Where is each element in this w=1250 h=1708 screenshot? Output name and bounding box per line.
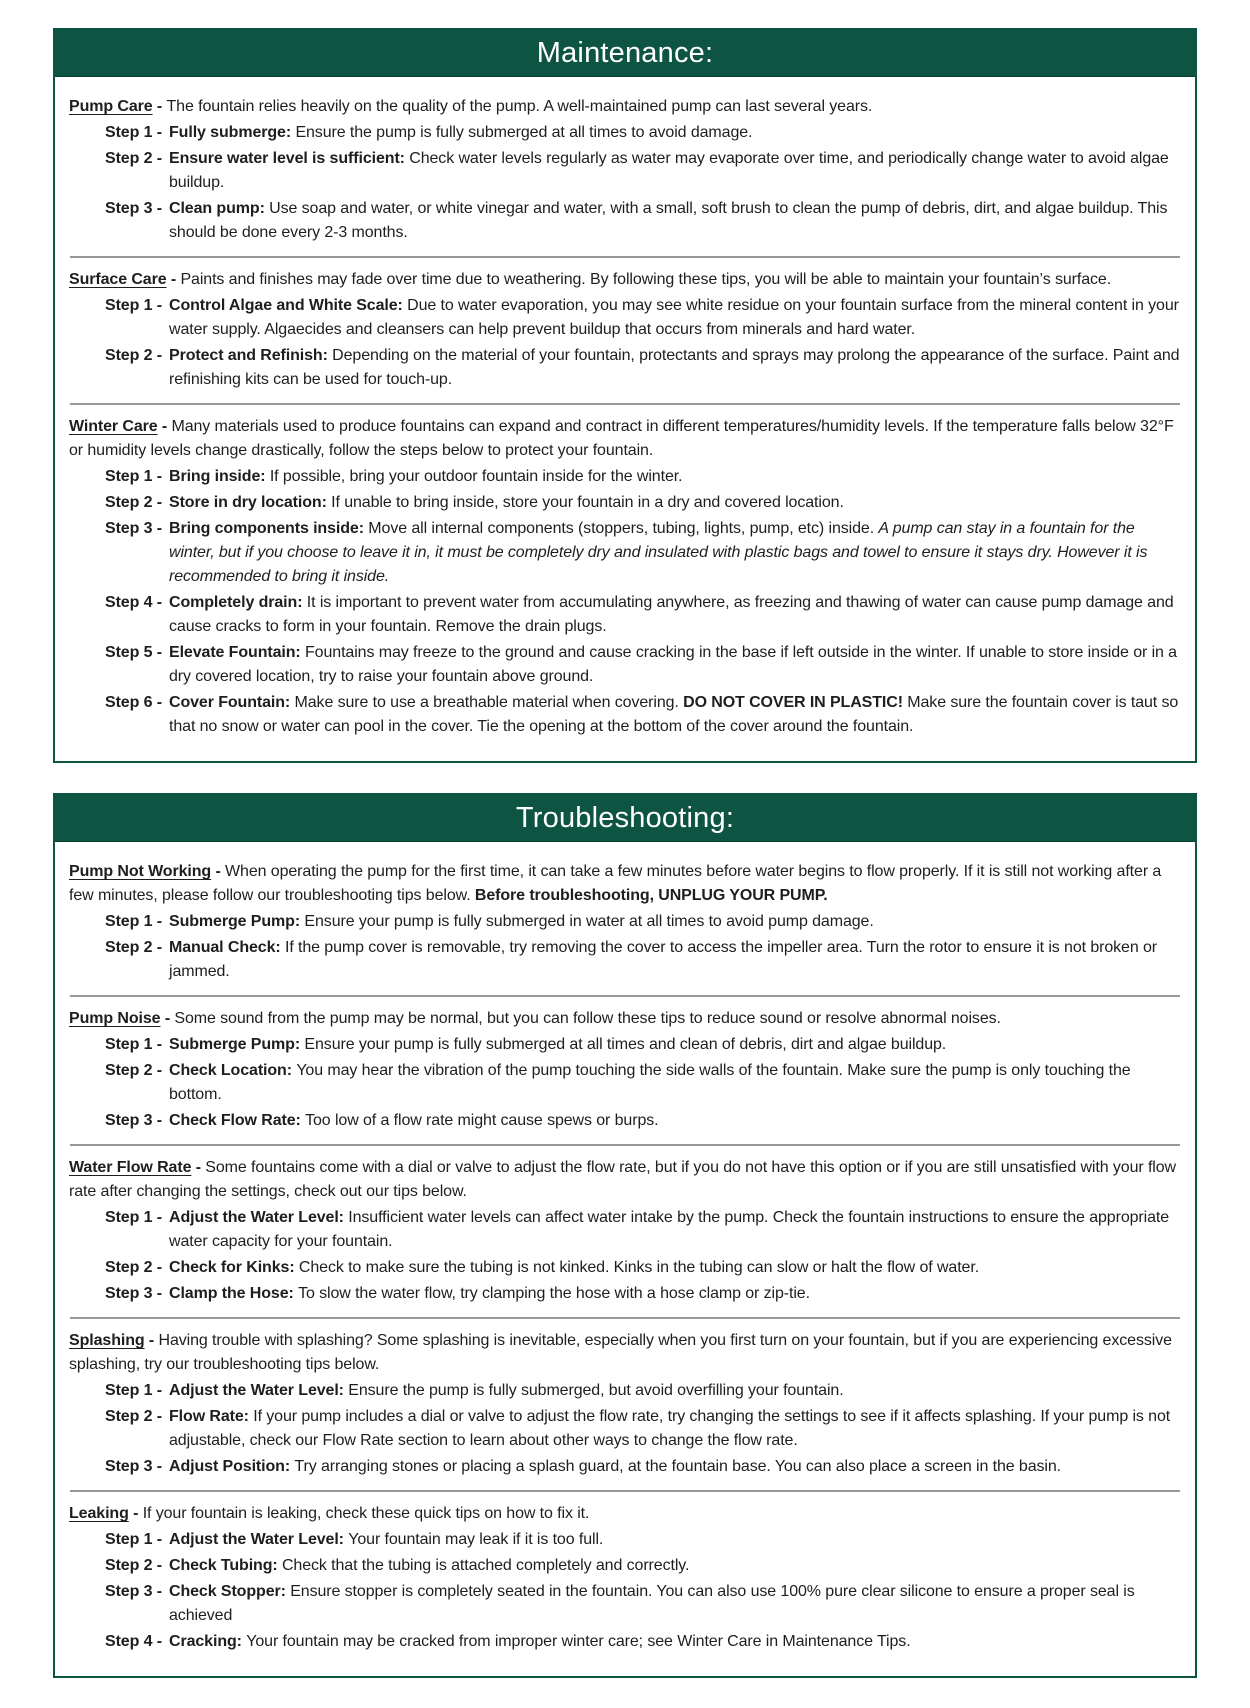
text-run: If unable to bring inside, store your fountain in a dry and covered location. [331,494,844,511]
step-row [69,147,1181,195]
step-title: Elevate Fountain: [169,644,305,661]
step-body [169,465,1181,489]
step-body [169,517,1181,589]
section-heading: Pump Care [69,98,153,115]
section-divider [70,1490,1180,1492]
step-title: Check for Kinks: [169,1259,299,1276]
step-body [169,1630,1181,1654]
heading-dash: - [160,1010,175,1027]
section-leaking [69,1502,1181,1654]
step-label: Step 1 - [105,913,162,930]
text-run: Try arranging stones or placing a splash guard, at the fountain base. You can also place a screen in the basin. [294,1458,1061,1475]
section-intro [69,268,1181,292]
troubleshooting-content [55,842,1195,1676]
text-run: Check that the tubing is attached completely and correctly. [281,1557,690,1574]
step-body [169,491,1181,515]
section-intro [69,860,1181,908]
step-row [69,1206,1181,1254]
step-label: Step 3 - [105,1458,162,1475]
step-label: Step 2 - [105,1062,162,1079]
step-body [169,1580,1181,1628]
step-row [69,1528,1181,1552]
text-run: Paints and finishes may fade over time due to weathering. By following these tips, you will be able to maintain your fountain’s surface. [180,271,1112,288]
heading-dash: - [157,418,172,435]
step-row [69,491,1181,515]
section-divider [70,1144,1180,1146]
text-run: Some sound from the pump may be normal, but you can follow these tips to reduce sound or resolve abnormal noises. [174,1010,1001,1027]
step-label: Step 3 - [105,200,162,217]
step-title: Check Flow Rate: [169,1112,306,1129]
maintenance-content [55,77,1195,761]
heading-dash: - [152,98,167,115]
heading-dash: - [144,1332,159,1349]
step-label: Step 2 - [105,347,162,364]
step-label: Step 2 - [105,1557,162,1574]
step-label: Step 1 - [105,1036,162,1053]
text-run: Check to make sure the tubing is not kinked. Kinks in the tubing can slow or halt the flow of water. [298,1259,980,1276]
text-run: If the pump cover is removable, try removing the cover to access the impeller area. Turn the rotor to ensure it is not broken or jammed. [169,939,1158,980]
step-body [169,936,1181,984]
step-body [169,1206,1181,1254]
step-body [169,1059,1181,1107]
maintenance-header-bar [55,30,1195,77]
step-title: Flow Rate: [169,1408,254,1425]
step-label: Step 2 - [105,1408,162,1425]
heading-dash: - [191,1159,206,1176]
step-row [69,936,1181,984]
section-pump-noise [69,1007,1181,1133]
section-heading: Leaking [69,1505,129,1522]
step-row [69,465,1181,489]
step-label: Step 1 - [105,1531,162,1548]
step-title: Clean pump: [169,200,270,217]
section-intro [69,415,1181,463]
text-run: Due to water evaporation, you may see white residue on your fountain surface from the mineral content in your water supply. Algaecides and cleansers can help prevent buildup that occurs from minerals and hard water. [169,297,1179,338]
text-run: A pump can stay in a fountain for the winter, but if you choose to leave it in, it must be completely dry and insulated with plastic bags and towel to ensure it stays dry. However it is recommended to bring it inside. [169,520,1148,585]
text-run: Your fountain may leak if it is too full. [348,1531,604,1548]
step-body [169,1455,1181,1479]
section-heading: Splashing [69,1332,145,1349]
section-divider [70,256,1180,258]
step-body [169,1405,1181,1453]
step-row [69,121,1181,145]
text-run: Many materials used to produce fountains can expand and contract in different temperatures/humidity levels. If the temperature falls below 32°F or humidity levels change drastically, follow the steps below to protect your fountain. [69,418,1174,459]
heading-dash: - [128,1505,143,1522]
text-run: Depending on the material of your fountain, protectants and sprays may prolong the appearance of the surface. Paint and refinishing kits can be used for touch-up. [169,347,1180,388]
step-row [69,641,1181,689]
step-body [169,147,1181,195]
step-title: Cover Fountain: [169,694,295,711]
text-run: If your pump includes a dial or valve to adjust the flow rate, try changing the settings to see if it affects splashing. If your pump is not adjustable, check our Flow Rate section to learn about other ways to change the flow rate. [169,1408,1171,1449]
text-run: Fountains may freeze to the ground and cause cracking in the base if left outside in the winter. If unable to store inside or in a dry covered location, try to raise your fountain above ground. [169,644,1177,685]
step-title: Completely drain: [169,594,307,611]
step-body [169,344,1181,392]
step-label: Step 2 - [105,939,162,956]
step-label: Step 1 - [105,468,162,485]
section-pump-not-working [69,860,1181,984]
section-splashing [69,1329,1181,1479]
text-run: Use soap and water, or white vinegar and water, with a small, soft brush to clean the pump of debris, dirt, and algae buildup. This should be done every 2-3 months. [169,200,1168,241]
step-body [169,1282,1181,1306]
step-row [69,517,1181,589]
step-title: Check Stopper: [169,1583,291,1600]
step-row [69,344,1181,392]
step-label: Step 6 - [105,694,162,711]
step-body [169,121,1181,145]
section-intro [69,95,1181,119]
step-body [169,1256,1181,1280]
step-title: Bring inside: [169,468,270,485]
text-run: Before troubleshooting, UNPLUG YOUR PUMP. [474,887,828,904]
step-row [69,910,1181,934]
text-run: Having trouble with splashing? Some splashing is inevitable, especially when you first turn on your fountain, but if you are experiencing excessive splashing, try our troubleshooting tips below. [69,1332,1172,1373]
step-row [69,1256,1181,1280]
step-row [69,1059,1181,1107]
step-title: Fully submerge: [169,124,296,141]
section-divider [70,1317,1180,1319]
step-label: Step 3 - [105,1285,162,1302]
step-body [169,1109,1181,1133]
step-row [69,1405,1181,1453]
step-title: Clamp the Hose: [169,1285,299,1302]
step-row [69,197,1181,245]
heading-dash: - [166,271,181,288]
text-run: When operating the pump for the first time, it can take a few minutes before water begins to flow properly. If it is still not working after a few minutes, please follow our troubleshooting tips below. [69,863,1162,904]
step-title: Adjust the Water Level: [169,1531,349,1548]
step-title: Store in dry location: [169,494,332,511]
step-label: Step 2 - [105,494,162,511]
step-row [69,691,1181,739]
step-label: Step 1 - [105,124,162,141]
text-run: The fountain relies heavily on the quality of the pump. A well-maintained pump can last several years. [166,98,873,115]
text-run: Make sure to use a breathable material when covering. [294,694,684,711]
troubleshooting-title: Troubleshooting: [515,801,735,834]
step-label: Step 2 - [105,150,162,167]
step-label: Step 4 - [105,1633,162,1650]
heading-dash: - [211,863,226,880]
step-title: Check Tubing: [169,1557,282,1574]
text-run: If possible, bring your outdoor fountain inside for the winter. [269,468,683,485]
section-heading: Winter Care [69,418,158,435]
step-row [69,1554,1181,1578]
step-label: Step 2 - [105,1259,162,1276]
step-row [69,591,1181,639]
text-run: DO NOT COVER IN PLASTIC! [683,694,903,711]
text-run: Too low of a flow rate might cause spews or burps. [305,1112,659,1129]
text-run: To slow the water flow, try clamping the hose with a hose clamp or zip-tie. [298,1285,810,1302]
section-divider [70,403,1180,405]
step-body [169,294,1181,342]
section-intro [69,1007,1181,1031]
step-title: Submerge Pump: [169,913,305,930]
step-row [69,1630,1181,1654]
section-heading: Water Flow Rate [69,1159,192,1176]
text-run: Ensure your pump is fully submerged at all times and clean of debris, dirt and algae buildup. [304,1036,947,1053]
section-heading: Pump Noise [69,1010,161,1027]
maintenance-title: Maintenance: [536,36,714,69]
text-run: If your fountain is leaking, check these quick tips on how to fix it. [142,1505,590,1522]
step-title: Adjust the Water Level: [169,1209,349,1226]
section-heading: Surface Care [69,271,167,288]
step-row [69,1033,1181,1057]
step-body [169,1528,1181,1552]
text-run: Make sure the fountain cover is taut so that no snow or water can pool in the cover. Tie the opening at the bottom of the cover around the fountain. [169,694,1179,735]
text-run: Ensure the pump is fully submerged at all times to avoid damage. [295,124,753,141]
step-title: Check Location: [169,1062,297,1079]
step-body [169,1033,1181,1057]
text-run: Ensure stopper is completely seated in the fountain. You can also use 100% pure clear silicone to ensure a proper seal is achieved [169,1583,1135,1624]
text-run: Insufficient water levels can affect water intake by the pump. Check the fountain instructions to ensure the appropriate water capacity for your fountain. [169,1209,1170,1250]
section-divider [70,995,1180,997]
step-row [69,1109,1181,1133]
troubleshooting-box [53,793,1197,1678]
text-run: Move all internal components (stoppers, tubing, lights, pump, etc) inside. [368,520,879,537]
step-row [69,1282,1181,1306]
step-label: Step 3 - [105,520,162,537]
step-label: Step 3 - [105,1112,162,1129]
step-label: Step 4 - [105,594,162,611]
step-body [169,197,1181,245]
text-run: It is important to prevent water from accumulating anywhere, as freezing and thawing of water can cause pump damage and cause cracks to form in your fountain. Remove the drain plugs. [169,594,1174,635]
text-run: Ensure your pump is fully submerged in water at all times to avoid pump damage. [304,913,874,930]
step-body [169,591,1181,639]
step-title: Protect and Refinish: [169,347,333,364]
step-title: Submerge Pump: [169,1036,305,1053]
step-title: Cracking: [169,1633,247,1650]
step-label: Step 3 - [105,1583,162,1600]
section-intro [69,1156,1181,1204]
step-title: Bring components inside: [169,520,369,537]
text-run: You may hear the vibration of the pump touching the side walls of the fountain. Make sure the pump is only touching the bottom. [169,1062,1131,1103]
step-label: Step 5 - [105,644,162,661]
step-body [169,641,1181,689]
step-row [69,294,1181,342]
section-surface-care [69,268,1181,392]
section-winter-care [69,415,1181,739]
step-title: Adjust the Water Level: [169,1382,349,1399]
step-label: Step 1 - [105,1382,162,1399]
text-run: Ensure the pump is fully submerged, but avoid overfilling your fountain. [348,1382,844,1399]
text-run: Check water levels regularly as water may evaporate over time, and periodically change water to avoid algae buildup. [169,150,1169,191]
text-run: Some fountains come with a dial or valve to adjust the flow rate, but if you do not have this option or if you are still unsatisfied with your flow rate after changing the settings, check out our tips below. [69,1159,1177,1200]
step-label: Step 1 - [105,297,162,314]
step-title: Adjust Position: [169,1458,295,1475]
troubleshooting-header-bar [55,795,1195,842]
step-body [169,1379,1181,1403]
section-heading: Pump Not Working [69,863,212,880]
step-title: Manual Check: [169,939,285,956]
step-row [69,1455,1181,1479]
step-body [169,910,1181,934]
step-label: Step 1 - [105,1209,162,1226]
maintenance-box [53,28,1197,763]
step-title: Ensure water level is sufficient: [169,150,410,167]
step-body [169,691,1181,739]
step-row [69,1379,1181,1403]
step-title: Control Algae and White Scale: [169,297,408,314]
section-intro [69,1329,1181,1377]
section-pump-care [69,95,1181,245]
step-row [69,1580,1181,1628]
section-water-flow-rate [69,1156,1181,1306]
step-body [169,1554,1181,1578]
text-run: Your fountain may be cracked from improper winter care; see Winter Care in Maintenance Tips. [246,1633,911,1650]
section-intro [69,1502,1181,1526]
